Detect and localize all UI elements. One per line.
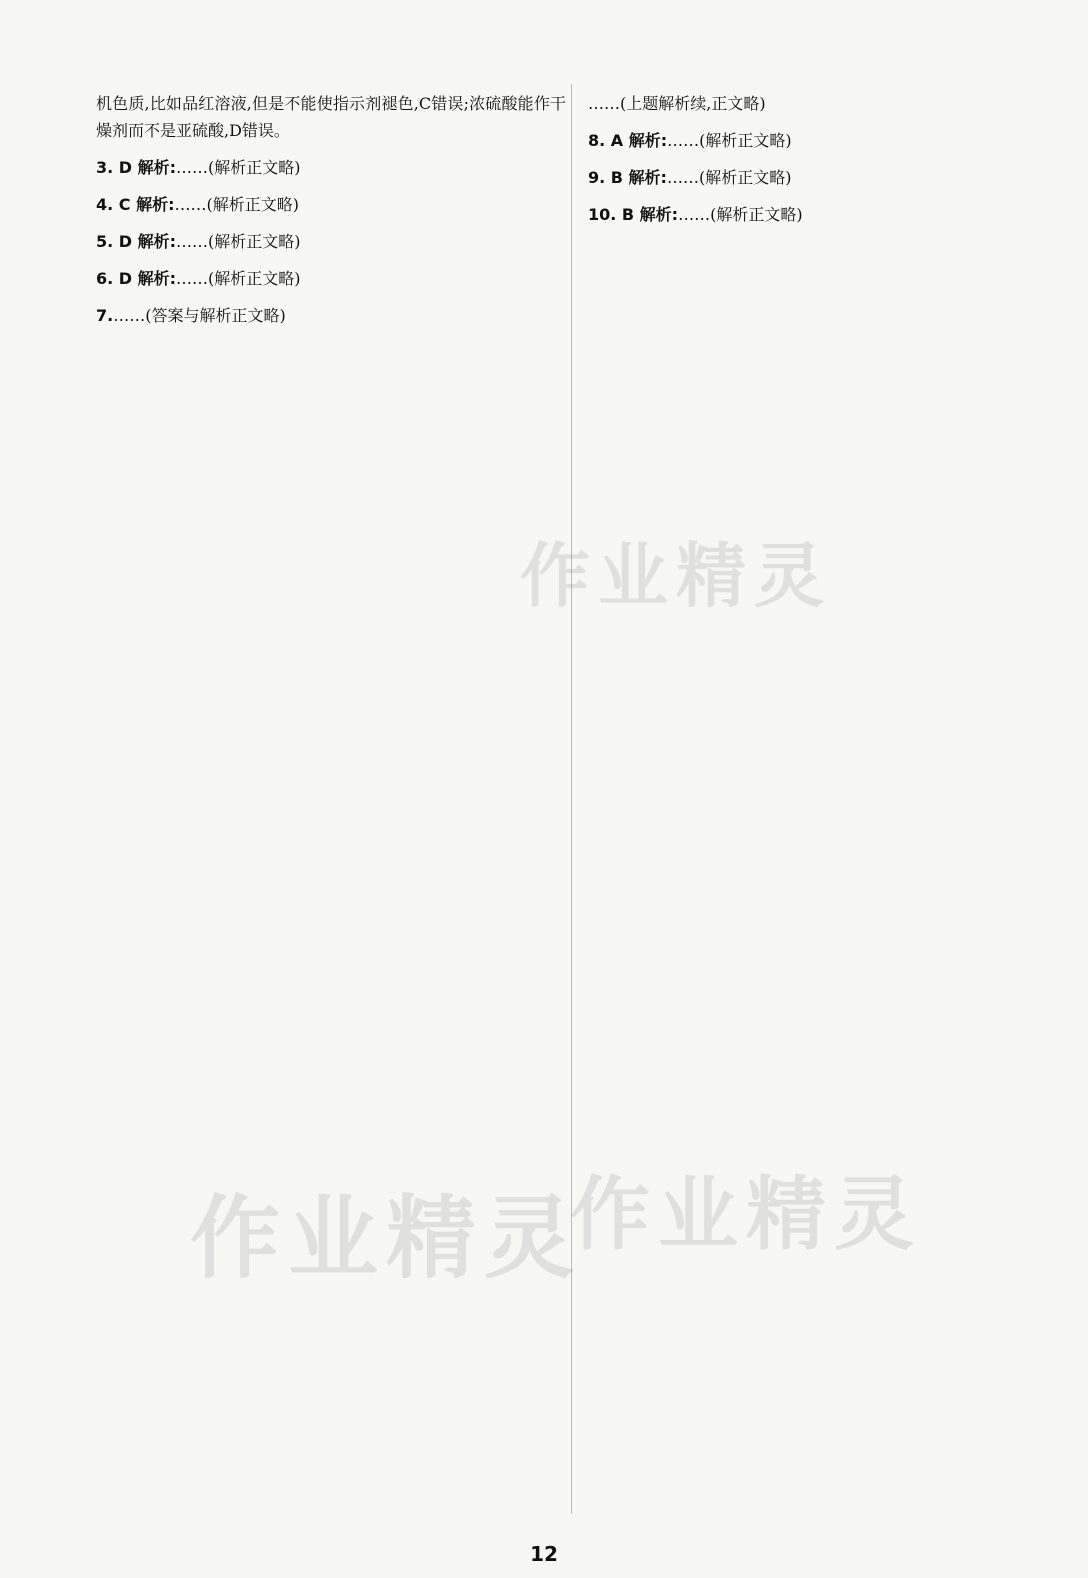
paragraph-text: ……(解析正文略) bbox=[176, 232, 301, 251]
question-label: 6. D 解析: bbox=[96, 269, 177, 288]
paragraph-text: 机色质,比如品红溶液,但是不能使指示剂褪色,C错误;浓硫酸能作干燥剂而不是亚硫酸,D错误。 bbox=[96, 94, 566, 140]
right-column bbox=[588, 90, 1058, 238]
paragraph bbox=[96, 154, 566, 181]
paragraph bbox=[588, 127, 1058, 154]
question-label: 4. C 解析: bbox=[96, 195, 175, 214]
watermark: 作业精灵 bbox=[570, 1168, 922, 1261]
left-column bbox=[96, 90, 566, 339]
question-label: 9. B 解析: bbox=[588, 168, 667, 187]
paragraph-text: ……(解析正文略) bbox=[666, 168, 792, 187]
paragraph bbox=[96, 302, 566, 329]
question-label: 10. B 解析: bbox=[588, 205, 679, 224]
paragraph-text: ……(解析正文略) bbox=[678, 205, 803, 224]
paragraph bbox=[588, 90, 1058, 117]
paragraph bbox=[96, 228, 566, 255]
paragraph bbox=[96, 265, 566, 292]
paragraph-text: ……(解析正文略) bbox=[176, 269, 301, 288]
paragraph-text: ……(答案与解析正文略) bbox=[113, 306, 286, 325]
column-divider bbox=[571, 84, 572, 1514]
question-label: 3. D 解析: bbox=[96, 158, 177, 177]
page-number: 12 bbox=[530, 1542, 558, 1566]
paragraph bbox=[588, 164, 1058, 191]
paragraph-text: ……(解析正文略) bbox=[176, 158, 301, 177]
question-label: 7. bbox=[96, 306, 114, 325]
question-label: 5. D 解析: bbox=[96, 232, 177, 251]
paragraph bbox=[96, 90, 566, 144]
watermark: 作业精灵 bbox=[190, 1186, 582, 1291]
paragraph-text: ……(解析正文略) bbox=[667, 131, 792, 150]
paragraph-text: ……(解析正文略) bbox=[174, 195, 299, 214]
paragraph-text: ……(上题解析续,正文略) bbox=[588, 94, 766, 113]
paragraph bbox=[96, 191, 566, 218]
paragraph bbox=[588, 201, 1058, 228]
question-label: 8. A 解析: bbox=[588, 131, 668, 150]
watermark: 作业精灵 bbox=[520, 535, 832, 617]
